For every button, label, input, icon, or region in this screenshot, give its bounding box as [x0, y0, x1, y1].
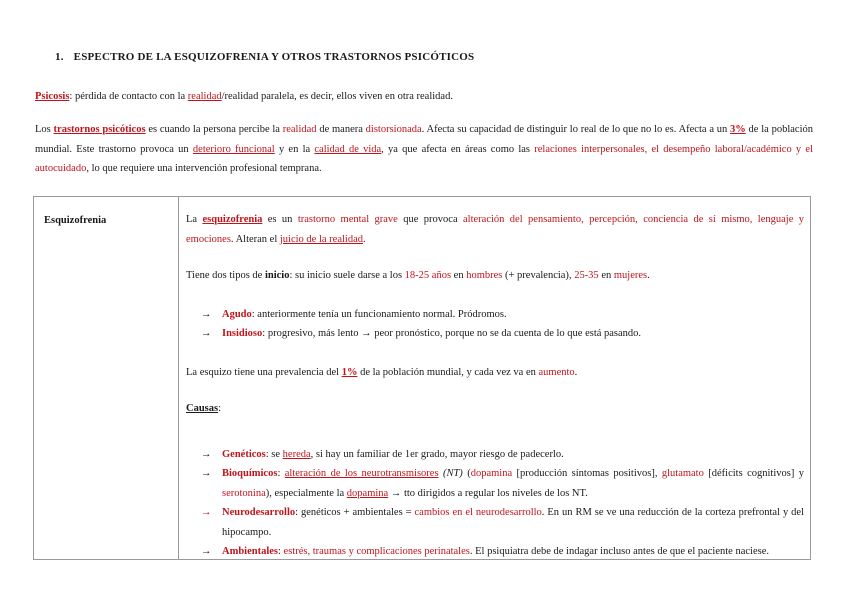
glutamato-term: glutamato	[661, 468, 704, 479]
text-run: La	[186, 214, 203, 225]
trastornos-paragraph	[35, 120, 813, 179]
juicio-term: juicio de la realidad	[279, 233, 363, 245]
list-item	[186, 464, 804, 503]
ambientales-items: estrés, traumas y complicaciones perinatales	[283, 546, 470, 557]
cambios-term: cambios en el neurodesarrollo	[414, 507, 542, 518]
text-run: .	[647, 270, 650, 281]
text-run: : progresivo, más lento → peor pronóstico, porque no se da cuenta de lo que está pasando.	[262, 328, 642, 339]
text-run: (+ prevalencia),	[502, 270, 575, 281]
text-run: (	[462, 468, 471, 479]
inicio-paragraph	[186, 266, 804, 286]
text-run: , lo que requiere una intervención profesional temprana.	[86, 163, 322, 174]
text-run: es cuando la persona percibe la	[145, 124, 283, 135]
text-run: /realidad paralela, es decir, ellos viven en otra realidad.	[221, 91, 453, 102]
prevalence-3pct: 3%	[730, 124, 746, 135]
table-row-label: Esquizofrenia	[44, 215, 107, 226]
arrow-icon: →	[201, 507, 212, 518]
insidioso-term: Insidioso	[222, 328, 263, 339]
text-run: en	[451, 270, 467, 281]
arrow-icon: →	[201, 546, 212, 557]
text-run: [déficits cognitivos] y	[703, 468, 804, 479]
arrow-icon: →	[201, 308, 212, 320]
esquizofrenia-table	[33, 196, 811, 560]
list-item	[186, 305, 804, 325]
text-run: : anteriormente tenía un funcionamiento normal. Pródromos.	[251, 308, 507, 320]
text-run: : su inicio suele darse a los	[289, 270, 405, 281]
realidad-term: realidad	[282, 124, 317, 135]
deterioro-term: deterioro funcional	[192, 143, 275, 155]
column-divider	[178, 197, 179, 559]
text-run: ), especialmente la	[265, 487, 347, 499]
causas-label: Causas	[186, 403, 219, 414]
inicio-term: inicio	[264, 270, 290, 281]
serotonina-term: serotonina	[222, 487, 266, 499]
text-run: Tiene dos tipos de	[186, 270, 265, 281]
psicosis-term: Psicosis	[35, 91, 70, 102]
arrow-icon: →	[201, 328, 212, 339]
list-item	[186, 324, 804, 344]
mujeres-term: mujeres	[613, 270, 648, 281]
text-run: . Afecta su capacidad de distinguir lo real de lo que no lo es. Afecta a un	[421, 124, 731, 135]
realidad-term: realidad	[187, 91, 222, 102]
text-run: de la población mundial, y cada vez va en	[357, 366, 539, 378]
text-run: → tto dirigidos a regular los niveles de los NT.	[388, 487, 588, 499]
text-run: :	[277, 468, 285, 479]
esquizofrenia-term: esquizofrenia	[202, 214, 263, 225]
section-number: 1.	[55, 51, 64, 63]
psicosis-paragraph	[35, 87, 813, 107]
text-run: La esquizo tiene una prevalencia del	[186, 366, 342, 378]
distorsionada-term: distorsionada	[365, 124, 422, 135]
grave-term: trastorno mental grave	[297, 214, 398, 225]
prevalence-1pct: 1%	[341, 366, 358, 378]
section-title: ESPECTRO DE LA ESQUIZOFRENIA Y OTROS TRASTORNOS PSICÓTICOS	[73, 51, 475, 63]
aumento-term: aumento	[538, 366, 575, 378]
causas-list	[186, 445, 804, 562]
text-run: : genéticos + ambientales =	[295, 507, 415, 518]
calidad-term: calidad de vida	[314, 143, 382, 155]
text-run: de la población mundial. Este trastorno provoca un	[35, 124, 813, 155]
areas-term: relaciones interpersonales, el desempeño laboral/académico y el autocuidado	[35, 143, 813, 174]
dopamina-term: dopamina	[346, 487, 389, 499]
alteracion-nt-term: alteración de los neurotransmisores	[284, 468, 439, 479]
text-run: .	[574, 366, 578, 378]
text-run: .	[362, 233, 366, 245]
text-run: de manera	[316, 124, 366, 135]
dopamina-term: dopamina	[470, 468, 513, 479]
trastornos-term: trastornos psicóticos	[53, 124, 146, 135]
text-run: y en la	[274, 143, 315, 155]
nt-abbrev: (NT)	[442, 468, 463, 479]
text-run: :	[278, 546, 284, 557]
ambientales-term: Ambientales	[222, 546, 278, 557]
arrow-icon: →	[201, 468, 212, 479]
list-item	[186, 542, 804, 562]
edad-mujeres: 25-35	[574, 270, 599, 281]
arrow-icon: →	[201, 448, 212, 460]
text-run: [producción síntomas positivos],	[512, 468, 662, 479]
causas-heading	[186, 399, 804, 419]
bioquimicos-term: Bioquímicos	[222, 468, 278, 479]
inicio-types-list	[186, 305, 804, 344]
text-run: . Alteran el	[230, 233, 280, 245]
text-run: Los	[35, 124, 54, 135]
text-run: . En un RM se ve una reducción de la corteza prefrontal y del hipocampo.	[222, 507, 804, 538]
edad-hombres: 18-25 años	[404, 270, 452, 281]
table-row-content	[186, 210, 804, 562]
text-run: que provoca	[397, 214, 464, 225]
text-run: :	[218, 403, 222, 414]
list-item	[186, 503, 804, 542]
text-run: , ya que afecta en áreas como las	[381, 143, 535, 155]
text-run: : se	[265, 448, 283, 460]
agudo-term: Agudo	[222, 308, 252, 320]
list-item	[186, 445, 804, 465]
geneticos-term: Genéticos	[222, 448, 266, 460]
text-run: : pérdida de contacto con la	[69, 91, 188, 102]
alteracion-term: alteración del pensamiento, percepción, conciencia de sí mismo, lenguaje y emociones	[186, 214, 805, 245]
definition-paragraph	[186, 210, 804, 249]
section-heading	[55, 51, 474, 63]
text-run: , si hay un familiar de 1er grado, mayor riesgo de padecerlo.	[310, 448, 564, 460]
prevalencia-paragraph	[186, 363, 804, 383]
text-run: . El psiquiatra debe de indagar incluso antes de que el paciente naciese.	[469, 546, 769, 557]
neurodesarrollo-term: Neurodesarrollo	[222, 507, 296, 518]
hombres-term: hombres	[466, 270, 503, 281]
text-run: es un	[262, 214, 298, 225]
hereda-term: hereda	[282, 448, 311, 460]
text-run: en	[598, 270, 614, 281]
